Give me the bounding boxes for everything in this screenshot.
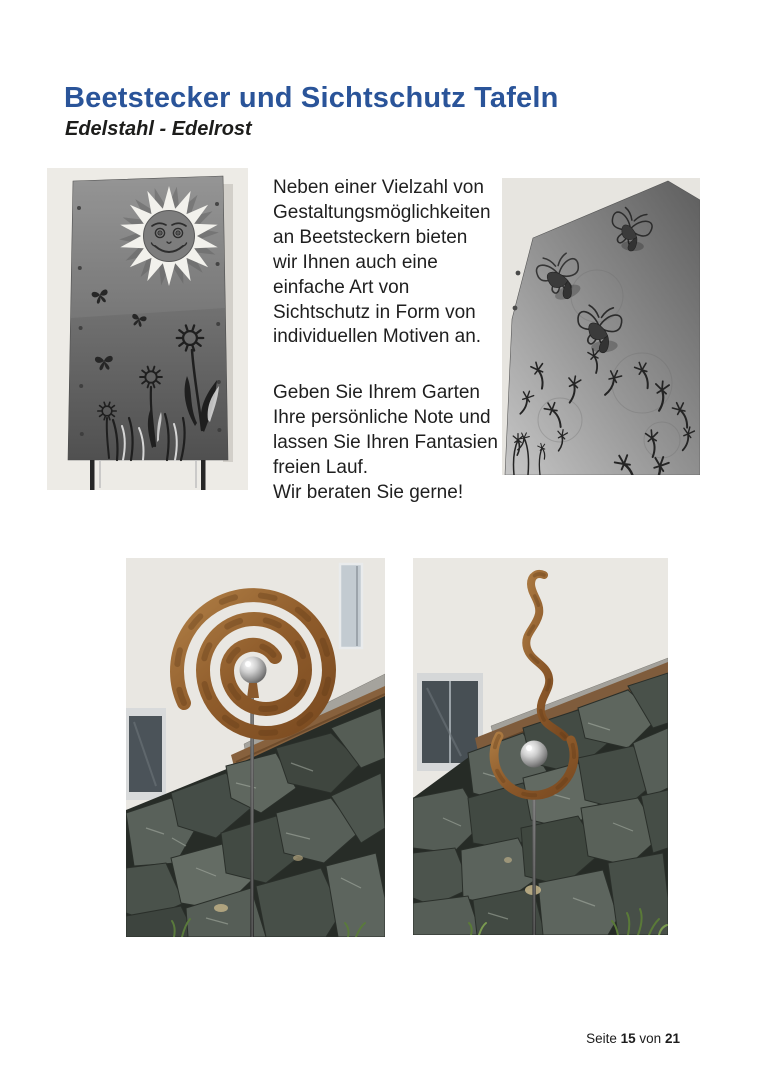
stake-collar [247,683,259,698]
footer-page-number: 15 [620,1031,636,1046]
intro-paragraph-1: Neben einer Vielzahl von Gestaltungsmöglichkeiten an Beetsteckern bieten wir Ihnen auch eine einfache Art von Sichtschutz in Form von individuellen Motiven an. [273,177,491,348]
lichen-patch [293,855,303,861]
frosted-window-strip [340,564,362,648]
spiral-ornament-illustration [126,558,385,937]
basement-window [126,708,166,800]
steel-sphere [240,657,267,684]
steel-sphere [521,741,548,768]
intro-paragraph-2: Geben Sie Ihrem Garten Ihre persönliche Note und lassen Sie Ihren Fantasien freien Lauf. Wir beraten Sie gerne! [273,381,498,506]
page-footer [586,1031,680,1046]
butterfly-panel-illustration [502,178,700,475]
footer-page-label: Seite [586,1031,617,1046]
page-subtitle: Edelstahl - Edelrost [65,118,252,140]
lichen-patch [214,904,228,912]
photo-wave-ornament [413,558,668,935]
wave-ornament-illustration [413,558,668,935]
photo-spiral-ornament [126,558,385,937]
rivet-hole [516,271,521,276]
lichen-patch [504,857,512,863]
closing-line: Wir beraten Sie gerne! [273,481,464,503]
rivet-hole [513,306,518,311]
photo-butterfly-panel [502,178,700,475]
sun-panel-illustration [47,168,248,490]
photo-sun-panel [47,168,248,490]
intro-text [273,176,498,506]
footer-total-pages: 21 [664,1031,680,1046]
footer-of-label: von [639,1031,662,1046]
page-title: Beetstecker und Sichtschutz Tafeln [64,82,559,114]
